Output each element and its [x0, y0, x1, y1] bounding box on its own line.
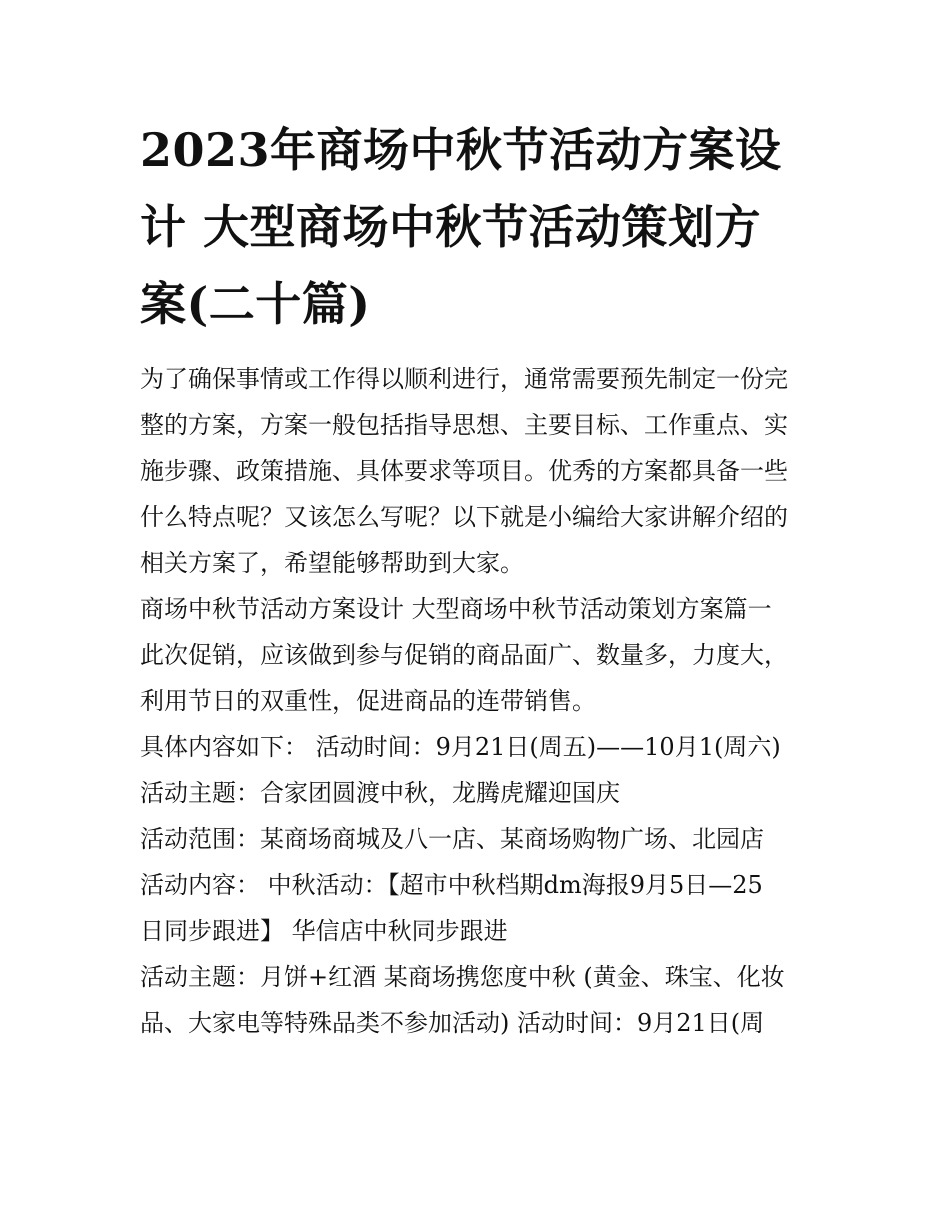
promotion-paragraph — [140, 632, 820, 724]
title-line: 2023年商场中秋节活动方案设 — [140, 123, 782, 177]
text-line: 具体内容如下： 活动时间：9月21日(周五)——10月1(周六) — [140, 733, 781, 761]
text-line: 什么特点呢？又该怎么写呢？以下就是小编给大家讲解介绍的 — [140, 503, 788, 531]
section-heading-paragraph — [140, 586, 820, 632]
document-body — [140, 356, 820, 1046]
text-line: 活动主题：合家团圆渡中秋，龙腾虎耀迎国庆 — [140, 779, 620, 807]
text-line: 施步骤、政策措施、具体要求等项目。优秀的方案都具备一些 — [140, 457, 788, 485]
activity-scope-paragraph — [140, 816, 820, 862]
text-line: 相关方案了，希望能够帮助到大家。 — [140, 549, 524, 577]
text-line: 活动主题：月饼+红酒 某商场携您度中秋 (黄金、珠宝、化妆 — [140, 963, 785, 991]
text-line: 活动内容： 中秋活动：【超市中秋档期dm海报9月5日—25 — [140, 871, 763, 899]
text-line: 活动范围：某商场商城及八一店、某商场购物广场、北园店 — [140, 825, 764, 853]
activity-content-paragraph — [140, 862, 820, 954]
activity-theme-2-paragraph — [140, 954, 820, 1046]
text-line: 利用节日的双重性，促进商品的连带销售。 — [140, 687, 596, 715]
activity-theme-paragraph — [140, 770, 820, 816]
text-line: 整的方案，方案一般包括指导思想、主要目标、工作重点、实 — [140, 411, 788, 439]
text-line: 品、大家电等特殊品类不参加活动) 活动时间：9月21日(周 — [140, 1009, 765, 1037]
activity-time-paragraph — [140, 724, 820, 770]
text-line: 日同步跟进】 华信店中秋同步跟进 — [140, 917, 508, 945]
title-line: 案(二十篇) — [140, 277, 371, 331]
title-line: 计 大型商场中秋节活动策划方 — [140, 200, 762, 254]
text-line: 此次促销，应该做到参与促销的商品面广、数量多，力度大， — [140, 641, 788, 669]
intro-paragraph — [140, 356, 820, 586]
document-title — [140, 112, 820, 343]
text-line: 为了确保事情或工作得以顺利进行，通常需要预先制定一份完 — [140, 365, 788, 393]
text-line: 商场中秋节活动方案设计 大型商场中秋节活动策划方案篇一 — [140, 595, 772, 623]
